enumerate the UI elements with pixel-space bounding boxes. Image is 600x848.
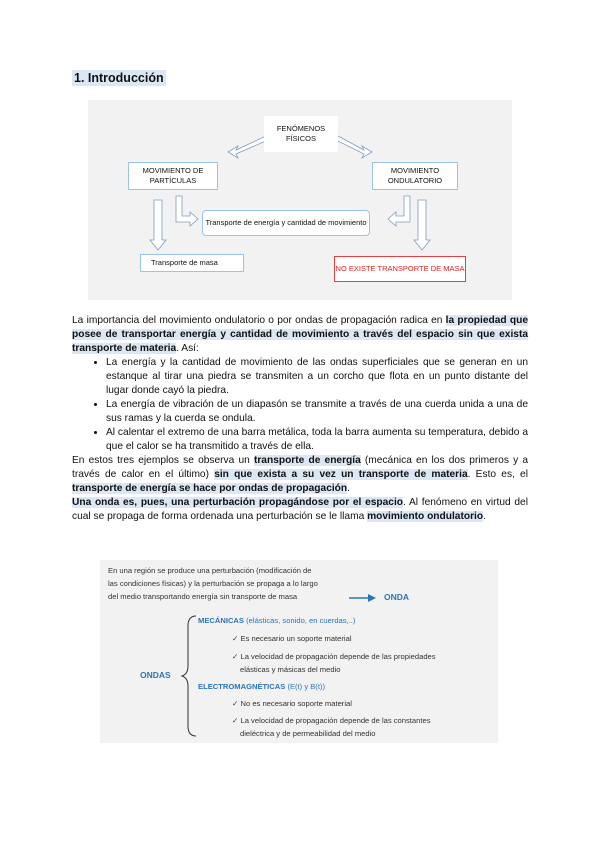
em-sub: (E(t) y B(t)) [287,682,325,691]
check-icon: ✓ [232,716,239,725]
check-icon: ✓ [232,634,239,643]
p1-end: . Así: [176,343,199,354]
electromagneticas-heading [198,682,325,691]
em-point [232,716,431,725]
mecanicas-point [232,634,352,643]
box-fenomenos: FENÓMENOS FÍSICOS [264,116,338,152]
em-point-text: La velocidad de propagación depende de las constantes [240,716,431,725]
ondas-label: ONDAS [140,670,171,680]
brace-icon [180,614,200,738]
mecanicas-heading [198,616,355,625]
mecanicas-point-text: Es necesario un soporte material [240,634,352,643]
arrow-icon [228,136,268,158]
section-title: 1. Introducción [74,71,164,85]
p2-highlight-2: sin que exista a su vez un transporte de materia [214,469,468,480]
arrow-icon [336,136,372,158]
paragraph-2 [72,454,528,496]
box-transporte-energia: Transporte de energía y cantidad de movimiento [202,210,370,236]
mecanicas-title: MECÁNICAS [198,616,244,625]
mecanicas-point-cont: elásticas y másicas del medio [240,665,341,674]
mecanicas-point [232,652,436,661]
p2-end: . [347,483,350,494]
em-point [232,699,352,708]
ondas-summary-figure [100,560,498,743]
ondas-intro-line: las condiciones físicas) y la perturbación se propaga a lo largo [108,579,318,588]
paragraph-3 [72,496,528,524]
phenomena-diagram [88,100,512,300]
em-point-text: No es necesario soporte material [240,699,352,708]
p1-highlight: la propiedad que posee de transportar energía y cantidad de movimiento a través del espacio sin que exista transporte de materia [72,315,528,354]
p2-text: En estos tres ejemplos se observa un [72,455,254,466]
check-icon: ✓ [232,699,239,708]
ondas-intro-line: En una región se produce una perturbación (modificación de [108,566,312,575]
p3-text: . Al fenómeno en virtud del cual se propaga de forma ordenada una perturbación se le llama [72,497,528,522]
mecanicas-sub: (elásticas, sonido, en cuerdas,..) [246,616,356,625]
arrow-icon [150,200,166,250]
em-point-cont: dieléctrica y de permeabilidad del medio [240,729,376,738]
p2-highlight-1: transporte de energía [253,455,361,466]
p1-text: La importancia del movimiento ondulatorio o por ondas de propagación radica en [72,315,446,326]
box-movimiento-particulas: MOVIMIENTO DE PARTÍCULAS [128,162,218,190]
arrow-icon [176,196,198,226]
p3-highlight-2: movimiento ondulatorio [367,511,484,522]
arrow-icon [388,196,410,226]
box-movimiento-ondulatorio: MOVIMIENTO ONDULATORIO [372,162,458,190]
arrow-icon [414,200,430,250]
list-item: • La energía y la cantidad de movimiento de las ondas superficiales que se generan en un estanque al tirar una piedra se transmiten a un corcho que flota en un punto distante del lugar donde cayó la piedra. [106,356,528,398]
ondas-intro-line: del medio transportando energía sin transporte de masa [108,592,298,601]
p2-highlight-3: transporte de energía se hace por ondas de propagación [72,483,348,494]
list-item: • Al calentar el extremo de una barra metálica, toda la barra aumenta su temperatura, debido a que el calor se ha transmitido a través de ella. [106,426,528,454]
p2-text-2: (mecánica en los dos primeros y a través de calor en el último) [72,455,528,480]
list-item: • La energía de vibración de un diapasón se transmite a través de una cuerda unida a una de sus ramas y la cuerda se ondula. [106,398,528,426]
box-transporte-masa: Transporte de masa [140,254,244,272]
paragraph-1 [72,314,528,356]
p2-text-3: . Esto es, el [467,469,528,480]
check-icon: ✓ [232,652,239,661]
examples-list [72,356,528,454]
intro-text [72,314,528,524]
p3-highlight: Una onda es, pues, una perturbación propagándose por el espacio [72,497,404,508]
em-title: ELECTROMAGNÉTICAS [198,682,286,691]
onda-label: ONDA [384,592,410,602]
p3-end: . [483,511,486,522]
mecanicas-point-text: La velocidad de propagación depende de las propiedades [240,652,436,661]
arrow-right-icon [348,593,378,603]
box-no-transporte-masa: NO EXISTE TRANSPORTE DE MASA [334,256,466,282]
